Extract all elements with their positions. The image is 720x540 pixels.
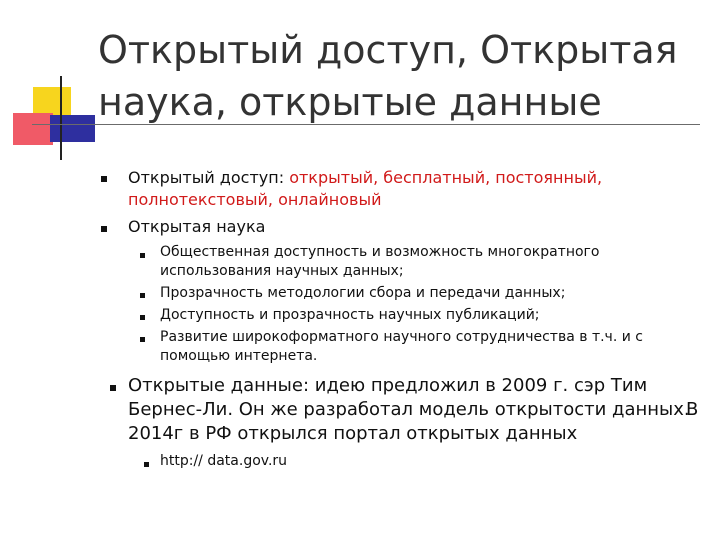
bullet-square-icon: [110, 385, 116, 391]
sub-bullet-square-icon: [140, 315, 145, 320]
list-item-highlight-continued: полнотекстовый, онлайновый: [128, 190, 382, 209]
sub-list-item: Доступность и прозрачность научных публикаций;: [160, 307, 540, 323]
list-item-label: Открытый доступ:: [128, 168, 285, 187]
list-item-open-data-line-2: Бернес-Ли. Он же разработал модель открытости данных.: [128, 399, 690, 420]
list-item-highlight: открытый, бесплатный, постоянный,: [289, 168, 603, 187]
list-item-open-access: [128, 167, 602, 188]
sub-list-item-link: http:// data.gov.ru: [160, 453, 288, 469]
list-item-open-data-line-3: 2014г в РФ открылся портал открытых данных: [128, 423, 578, 444]
bullet-square-icon: [101, 226, 107, 232]
slide-title-line-2: наука, открытые данные: [98, 80, 602, 124]
sub-bullet-square-icon: [140, 253, 145, 258]
decor-blue-square: [50, 115, 95, 142]
sub-bullet-square-icon: [140, 337, 145, 342]
sub-bullet-square-icon: [140, 293, 145, 298]
sub-list-item-continued: помощью интернета.: [160, 348, 318, 364]
sub-list-item: Прозрачность методологии сбора и передачи данных;: [160, 285, 566, 301]
sub-list-item: Общественная доступность и возможность многократного: [160, 244, 600, 260]
list-item-open-science: Открытая наука: [128, 217, 266, 236]
slide-title: [98, 24, 698, 128]
slide-title-line-1: Открытый доступ, Открытая: [98, 28, 678, 72]
bullet-square-icon: [101, 176, 107, 182]
decor-red-square: [13, 113, 53, 145]
list-item-open-data-line-2-tail: В: [686, 399, 699, 420]
sub-bullet-square-icon: [144, 462, 149, 467]
list-item-open-data: Открытые данные: идею предложил в 2009 г. сэр Тим: [128, 375, 648, 396]
sub-list-item-continued: использования научных данных;: [160, 263, 404, 279]
decor-vertical-line: [60, 76, 62, 160]
sub-list-item: Развитие широкоформатного научного сотрудничества в т.ч. и с: [160, 329, 643, 345]
